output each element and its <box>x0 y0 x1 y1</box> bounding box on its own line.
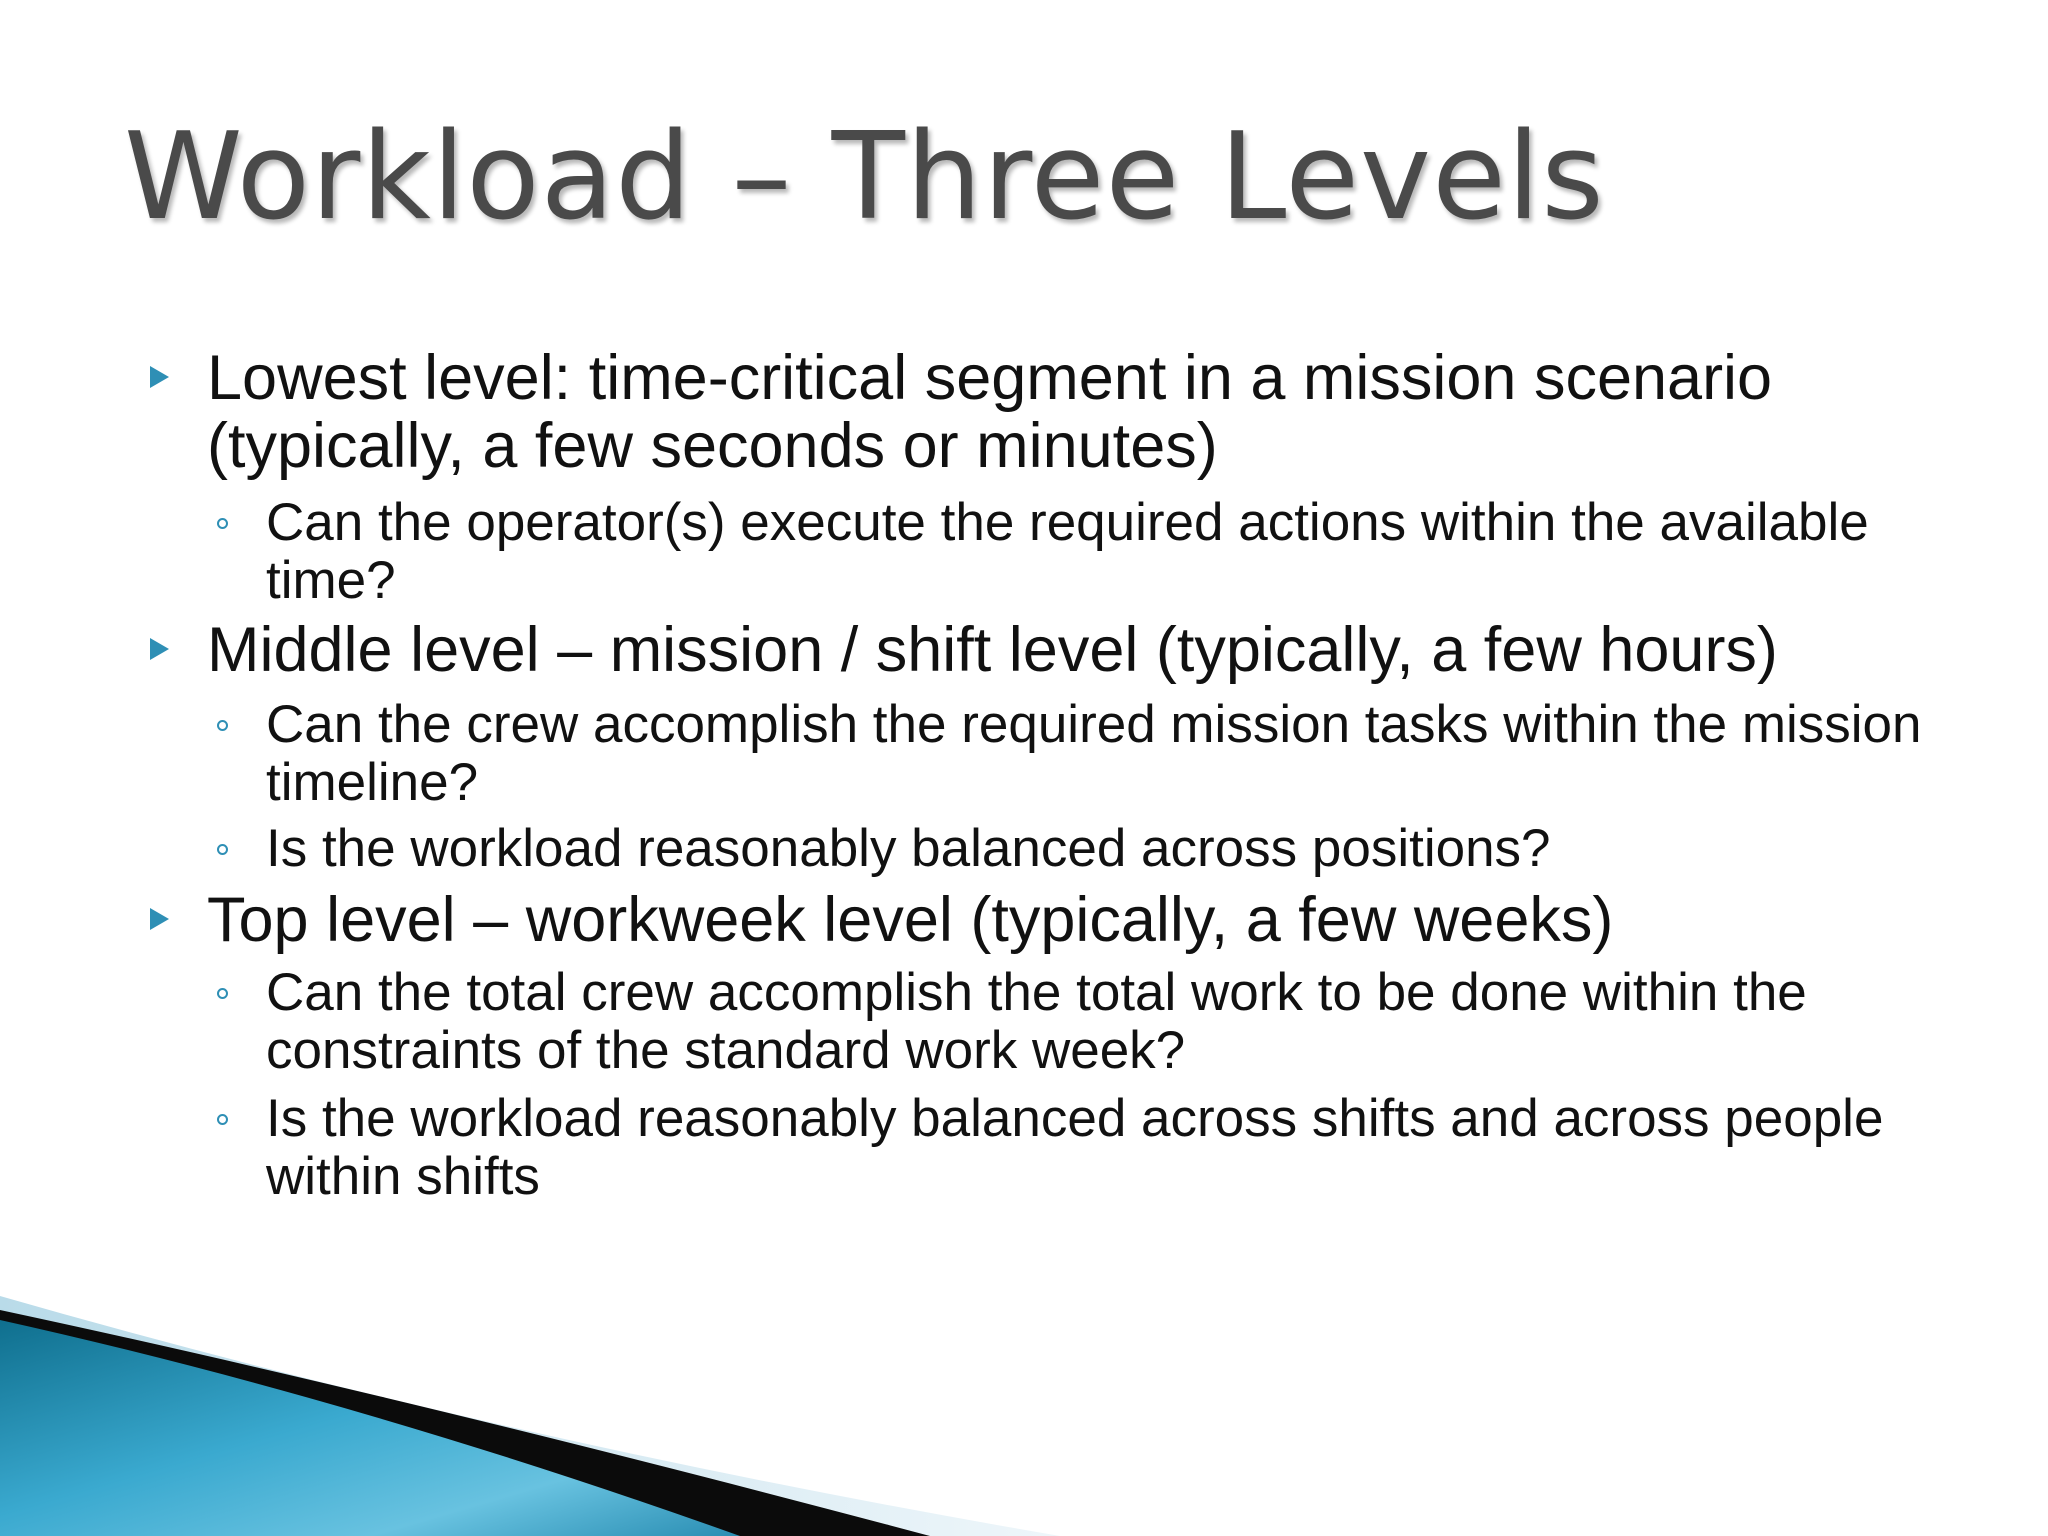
circle-bullet-icon <box>217 844 228 855</box>
sub-bullet-total-crew: Can the total crew accomplish the total work to be done within the constraints of the standard work week? <box>266 963 1807 1080</box>
sub-bullet-balanced-shifts: Is the workload reasonably balanced across shifts and across people within shifts <box>266 1089 1884 1206</box>
sub-bullet-balanced-positions: Is the workload reasonably balanced across positions? <box>266 819 1551 878</box>
circle-bullet-icon <box>217 1114 228 1125</box>
sub-bullet-crew-mission-tasks: Can the crew accomplish the required mission tasks within the mission timeline? <box>266 695 1922 812</box>
circle-bullet-icon <box>217 988 228 999</box>
triangle-bullet-icon <box>150 908 169 930</box>
bullet-item-lowest-level: Lowest level: time-critical segment in a mission scenario (typically, a few seconds or minutes) <box>207 343 1773 481</box>
teal-wedge <box>0 1320 740 1536</box>
circle-bullet-icon <box>217 518 228 529</box>
decorative-swoosh <box>0 1290 2048 1536</box>
bullet-item-top-level: Top level – workweek level (typically, a few weeks) <box>207 885 1614 955</box>
circle-bullet-icon <box>217 720 228 731</box>
bullet-item-middle-level: Middle level – mission / shift level (typically, a few hours) <box>207 615 1778 685</box>
triangle-bullet-icon <box>150 366 169 388</box>
triangle-bullet-icon <box>150 638 169 660</box>
slide-title: Workload – Three Levels <box>124 108 1605 247</box>
sub-bullet-operator-actions: Can the operator(s) execute the required actions within the available time? <box>266 493 1869 610</box>
